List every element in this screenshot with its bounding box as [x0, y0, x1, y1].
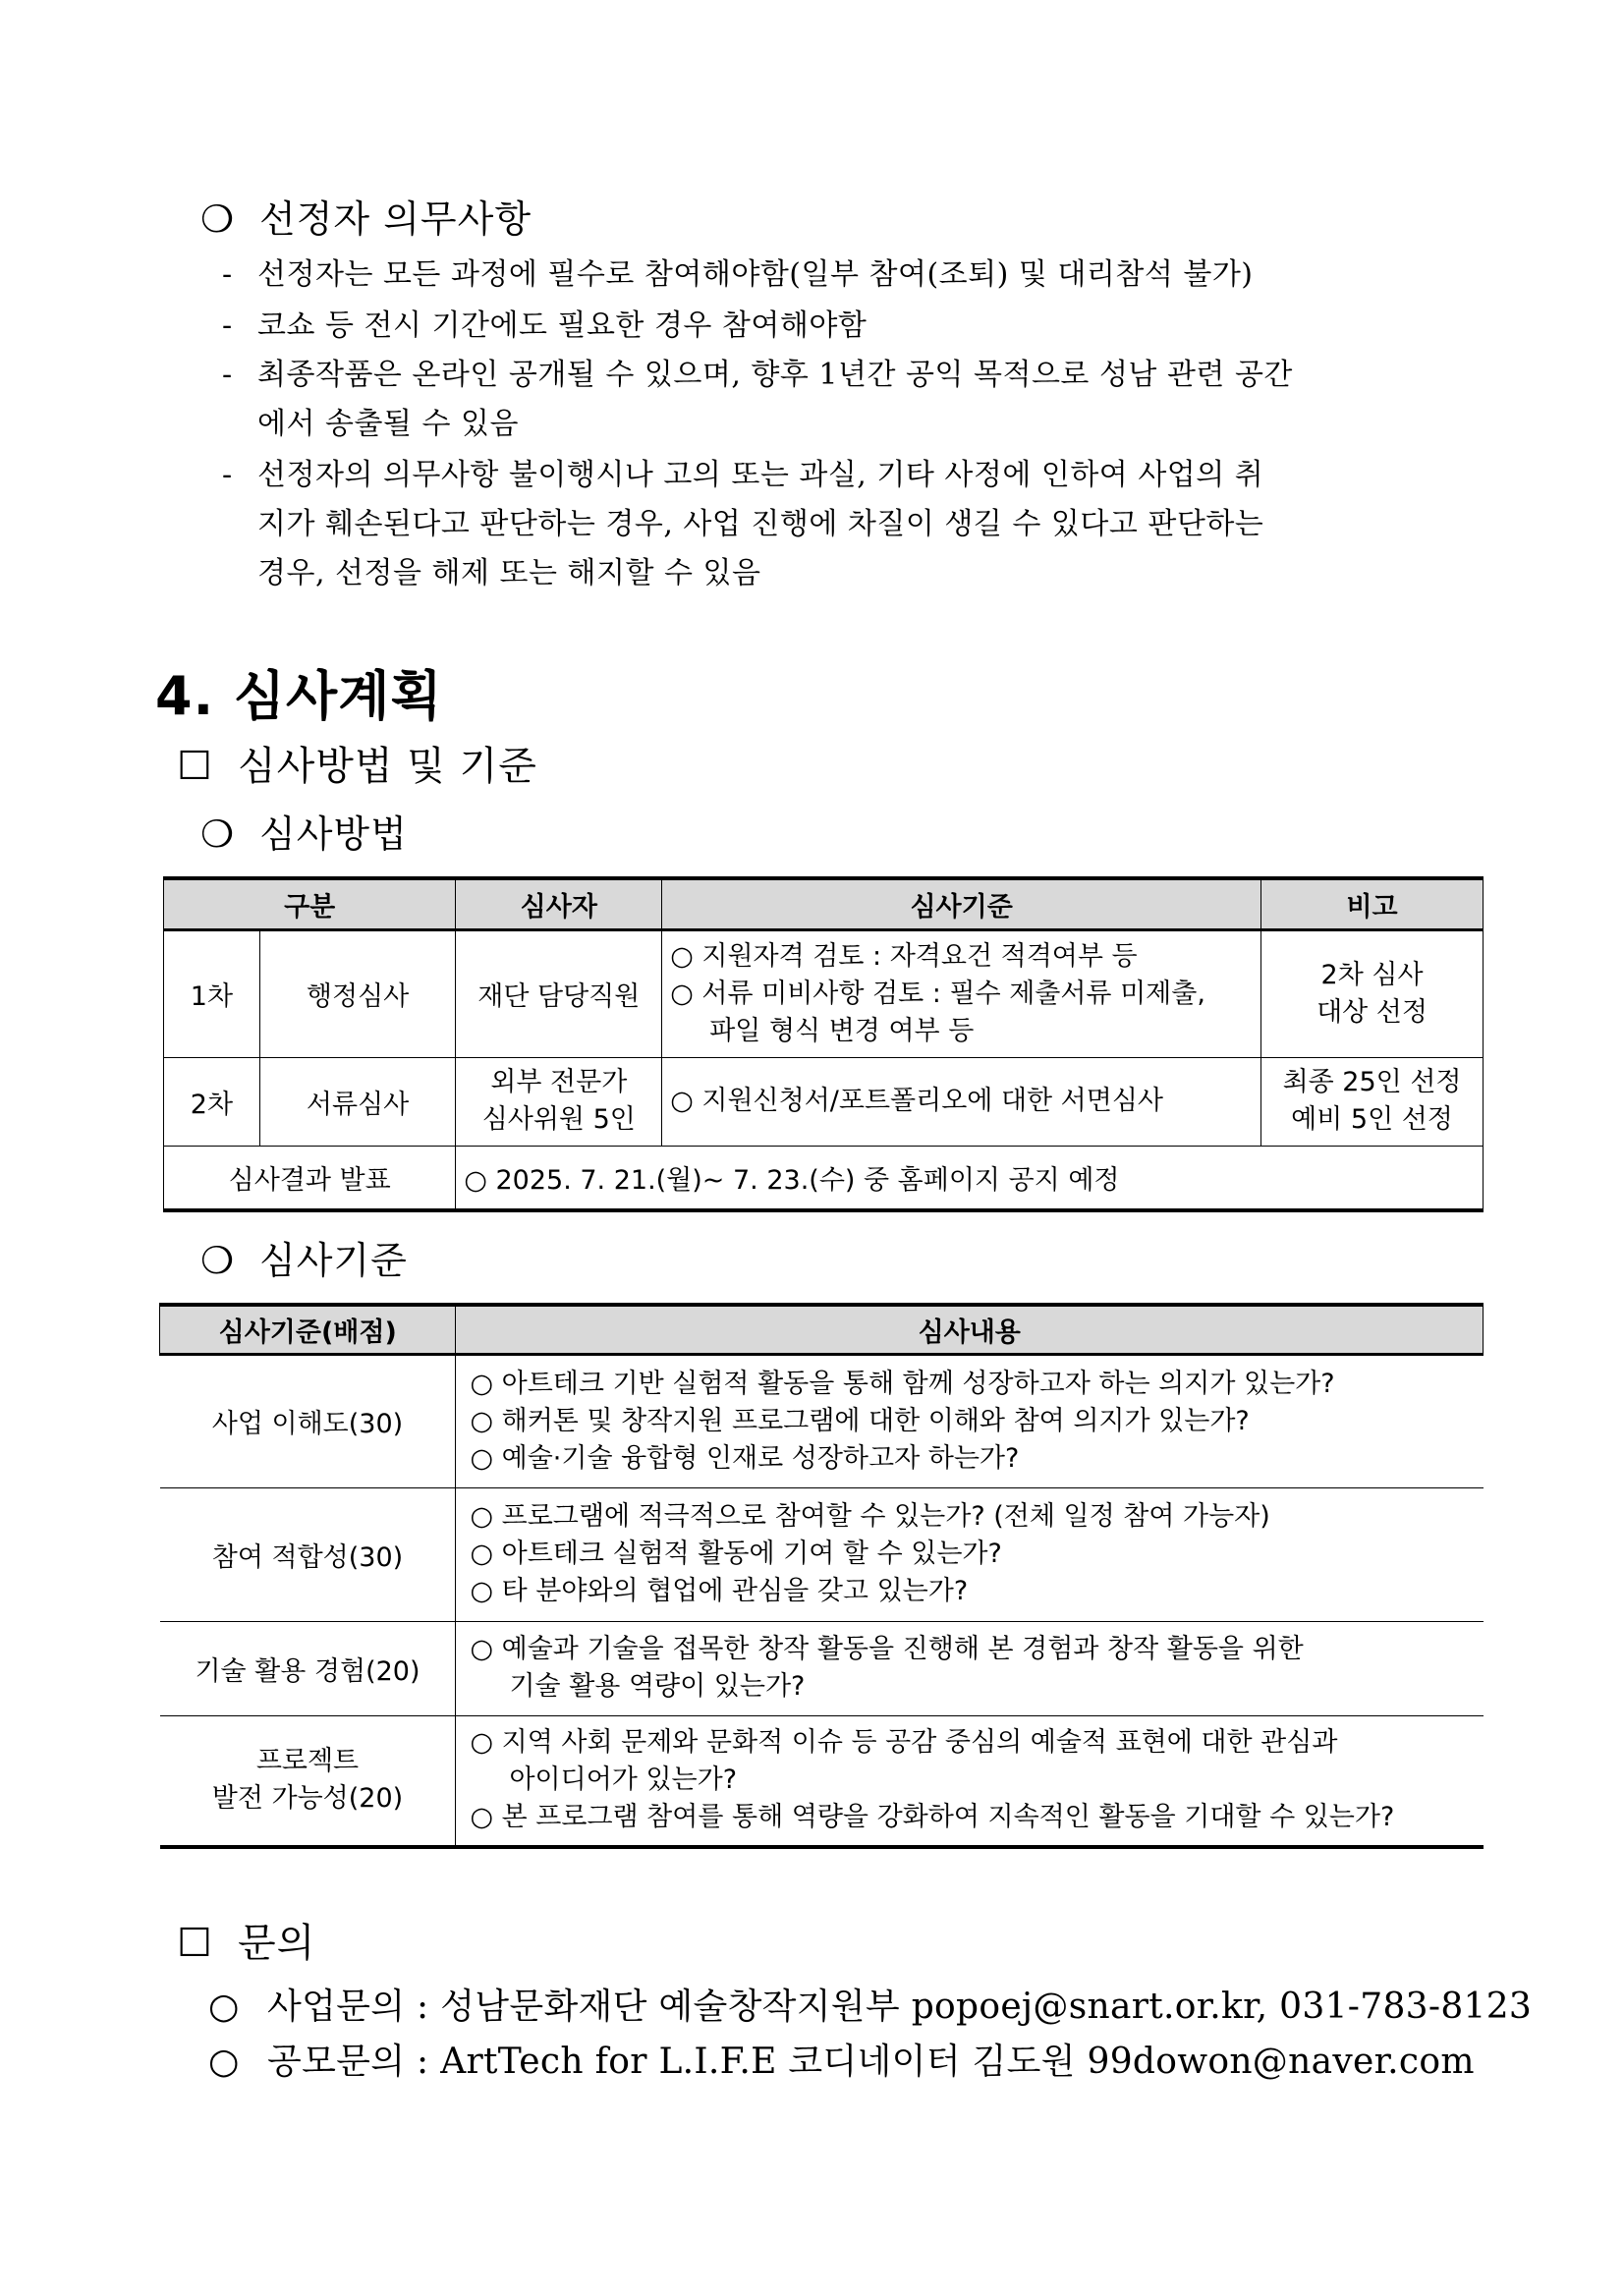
criteria-content-cell: ○ 예술과 기술을 접목한 창작 활동을 진행해 본 경험과 창작 활동을 위한 기술 활용 역량이 있는가?: [456, 1621, 1484, 1715]
circle-bullet-icon: ❍: [200, 197, 236, 241]
criteria-heading: ❍ 심사기준: [200, 1239, 408, 1282]
result-label-cell: 심사결과 발표: [164, 1146, 456, 1210]
circle-bullet-icon: ❍: [200, 1239, 236, 1282]
type-cell: 서류심사: [259, 1057, 456, 1146]
reviewer-cell: 재단 담당직원: [456, 929, 662, 1057]
header-cell: 심사기준(배점): [160, 1305, 456, 1354]
criteria-label-cell: 기술 활용 경험(20): [160, 1621, 456, 1715]
criteria-label-cell: 프로젝트 발전 가능성(20): [160, 1715, 456, 1847]
obligations-heading: ❍ 선정자 의무사항: [200, 197, 532, 241]
stage-cell: 2차: [164, 1057, 260, 1146]
note-cell: 2차 심사 대상 선정: [1261, 929, 1484, 1057]
obligation-item-cont: 지가 훼손된다고 판단하는 경우, 사업 진행에 차질이 생길 수 있다고 판단하는: [257, 507, 1264, 541]
obligation-item: - 선정자의 의무사항 불이행시나 고의 또는 과실, 기타 사정에 인하여 사업의 취: [222, 458, 1264, 492]
circle-bullet-icon: ○: [208, 1987, 240, 2027]
header-cell: 심사내용: [456, 1305, 1484, 1354]
criteria-content-cell: ○ 지역 사회 문제와 문화적 이슈 등 공감 중심의 예술적 표현에 대한 관심과 아이디어가 있는가? ○ 본 프로그램 참여를 통해 역량을 강화하여 지속적인 활동을 기대할 수 있는가?: [456, 1715, 1484, 1847]
criteria-label-cell: 참여 적합성(30): [160, 1487, 456, 1621]
inquiry-line: ○ 공모문의 : ArtTech for L.I.F.E 코디네이터 김도원 99dowon@naver.com: [208, 2042, 1475, 2082]
table-row: [164, 1057, 1484, 1146]
criteria-content-cell: ○ 아트테크 기반 실험적 활동을 통해 함께 성장하고자 하는 의지가 있는가? ○ 해커톤 및 창작지원 프로그램에 대한 이해와 참여 의지가 있는가? ○ 예술·기술 융합형 인재로 성장하고자 하는가?: [456, 1354, 1484, 1487]
obligation-item: - 코쇼 등 전시 기간에도 필요한 경우 참여해야함: [222, 308, 868, 343]
header-cell: 비고: [1261, 878, 1484, 929]
circle-bullet-icon: ❍: [200, 812, 236, 856]
method-table: [163, 876, 1484, 1212]
header-cell: 심사기준: [662, 878, 1261, 929]
inquiry-line: ○ 사업문의 : 성남문화재단 예술창작지원부 popoej@snart.or.kr, 031-783-8123: [208, 1987, 1533, 2027]
reviewer-cell: 외부 전문가 심사위원 5인: [456, 1057, 662, 1146]
stage-cell: 1차: [164, 929, 260, 1057]
criteria-content-cell: ○ 프로그램에 적극적으로 참여할 수 있는가? (전체 일정 참여 가능자) ○ 아트테크 실험적 활동에 기여 할 수 있는가? ○ 타 분야와의 협업에 관심을 갖고 있는가?: [456, 1487, 1484, 1621]
square-bullet-icon: ☐: [177, 1921, 213, 1966]
table-row: [164, 1146, 1484, 1210]
table-row: [160, 1715, 1484, 1847]
inquiry-heading: ☐ 문의: [177, 1921, 316, 1966]
section-title: 4. 심사계획: [155, 665, 443, 727]
circle-bullet-icon: ○: [208, 2042, 240, 2082]
method-heading: ❍ 심사방법: [200, 812, 408, 856]
table-row: [160, 1487, 1484, 1621]
header-cell: 구분: [164, 878, 456, 929]
obligation-item-cont: 에서 송출될 수 있음: [257, 407, 519, 441]
result-text-cell: ○ 2025. 7. 21.(월)~ 7. 23.(수) 중 홈페이지 공지 예정: [456, 1146, 1484, 1210]
criteria-cell: ○ 지원신청서/포트폴리오에 대한 서면심사: [662, 1057, 1261, 1146]
table-row: [160, 1354, 1484, 1487]
obligation-item: - 최종작품은 온라인 공개될 수 있으며, 향후 1년간 공익 목적으로 성남 관련 공간: [222, 358, 1293, 392]
sub-heading: ☐ 심사방법 및 기준: [177, 744, 537, 789]
note-cell: 최종 25인 선정 예비 5인 선정: [1261, 1057, 1484, 1146]
table-row: [160, 1621, 1484, 1715]
obligation-item: - 선정자는 모든 과정에 필수로 참여해야함(일부 참여(조퇴) 및 대리참석 불가): [222, 257, 1254, 292]
criteria-label-cell: 사업 이해도(30): [160, 1354, 456, 1487]
square-bullet-icon: ☐: [177, 744, 213, 789]
criteria-table: [159, 1303, 1484, 1849]
criteria-cell: ○ 지원자격 검토 : 자격요건 적격여부 등 ○ 서류 미비사항 검토 : 필수 제출서류 미제출, 파일 형식 변경 여부 등: [662, 929, 1261, 1057]
header-cell: 심사자: [456, 878, 662, 929]
obligation-item-cont: 경우, 선정을 해제 또는 해지할 수 있음: [257, 556, 761, 590]
table-row: [164, 929, 1484, 1057]
type-cell: 행정심사: [259, 929, 456, 1057]
